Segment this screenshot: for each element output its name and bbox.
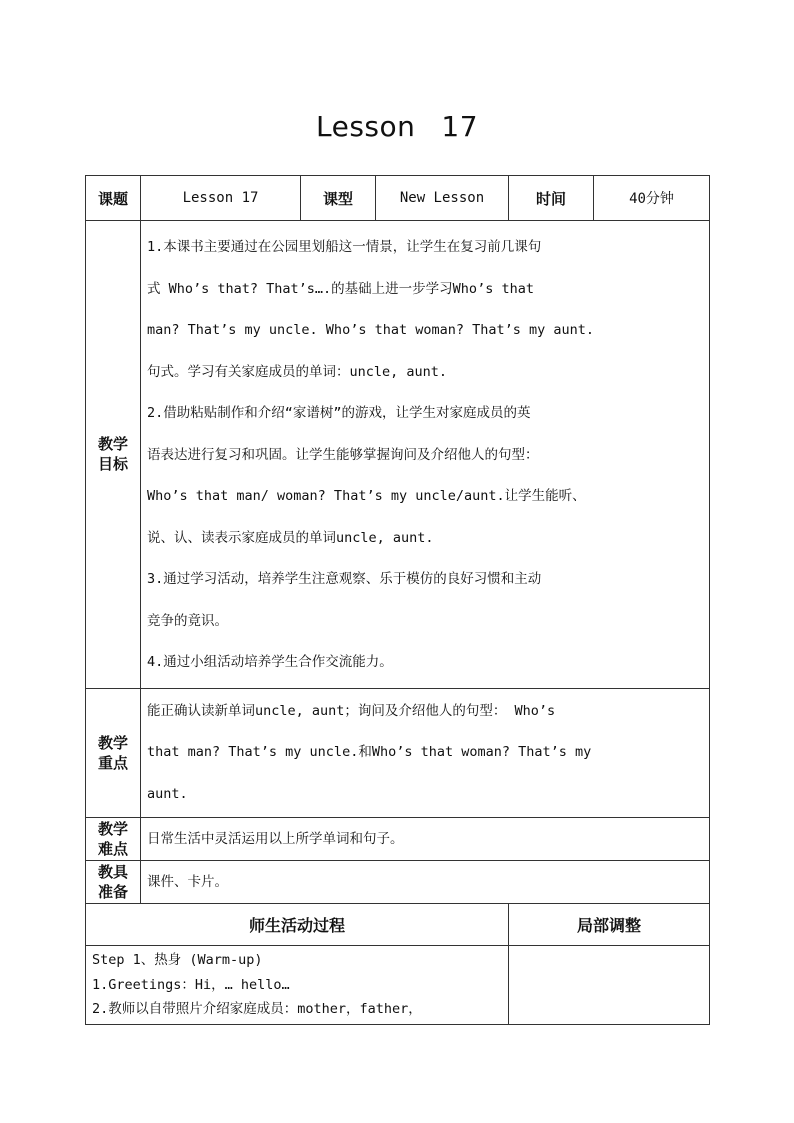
process-header: 师生活动过程 — [86, 904, 509, 946]
type-label: 课型 — [301, 176, 376, 221]
objective-line: 说、认、读表示家庭成员的单词uncle, aunt. — [147, 529, 434, 546]
key-point-line: 能正确认读新单词uncle, aunt；询问及介绍他人的句型： Who’s — [147, 702, 556, 719]
process-content — [86, 946, 509, 1025]
objectives-row — [86, 221, 710, 689]
title-word: Lesson — [315, 110, 416, 143]
time-value: 40分钟 — [594, 176, 710, 221]
difficulties-label: 教学 难点 — [86, 818, 141, 861]
page-title — [0, 110, 794, 143]
process-line: 2.教师以自带照片介绍家庭成员：mother，father， — [92, 1001, 422, 1017]
topic-label: 课题 — [86, 176, 141, 221]
objectives-label: 教学 目标 — [86, 221, 141, 689]
lesson-plan-table — [85, 175, 710, 1025]
objective-line: 竞争的竟识。 — [147, 612, 228, 629]
objective-line: 句式。学习有关家庭成员的单词：uncle, aunt. — [147, 363, 448, 380]
materials-row — [86, 861, 710, 904]
objective-line: 3.通过学习活动，培养学生注意观察、乐于模仿的良好习惯和主动 — [147, 571, 542, 587]
key-point-line: that man? That’s my uncle.和Who’s that woman? That’s my — [147, 744, 592, 760]
header-row — [86, 176, 710, 221]
title-number: 17 — [441, 110, 479, 143]
objective-line: man? That’s my uncle. Who’s that woman? That’s my aunt. — [147, 322, 595, 338]
adjustment-header: 局部调整 — [509, 904, 710, 946]
difficulties-content: 日常生活中灵活运用以上所学单词和句子。 — [141, 818, 710, 861]
topic-value: Lesson 17 — [141, 176, 301, 221]
process-header-row — [86, 904, 710, 946]
objective-line: 4.通过小组活动培养学生合作交流能力。 — [147, 654, 393, 670]
key-points-row — [86, 688, 710, 818]
process-line: Step 1、热身 (Warm-up) — [92, 952, 263, 968]
materials-content: 课件、卡片。 — [141, 861, 710, 904]
objective-line: 2.借助粘贴制作和介绍“家谱树”的游戏，让学生对家庭成员的英 — [147, 405, 531, 421]
objective-line: 语表达进行复习和巩固。让学生能够掌握询问及介绍他人的句型： — [147, 446, 539, 463]
objective-line: Who’s that man/ woman? That’s my uncle/aunt.让学生能听、 — [147, 488, 586, 504]
process-row — [86, 946, 710, 1025]
time-label: 时间 — [509, 176, 594, 221]
type-value: New Lesson — [376, 176, 509, 221]
adjustment-content — [509, 946, 710, 1025]
objective-line: 式 Who’s that? That’s….的基础上进一步学习Who’s that — [147, 280, 534, 297]
key-points-label: 教学 重点 — [86, 688, 141, 818]
process-line: 1.Greetings：Hi，… hello… — [92, 976, 290, 993]
difficulties-row — [86, 818, 710, 861]
objective-line: 1.本课书主要通过在公园里划船这一情景，让学生在复习前几课句 — [147, 239, 542, 255]
key-point-line: aunt. — [147, 785, 188, 802]
objectives-content — [141, 221, 710, 689]
key-points-content — [141, 688, 710, 818]
materials-label: 教具 准备 — [86, 861, 141, 904]
